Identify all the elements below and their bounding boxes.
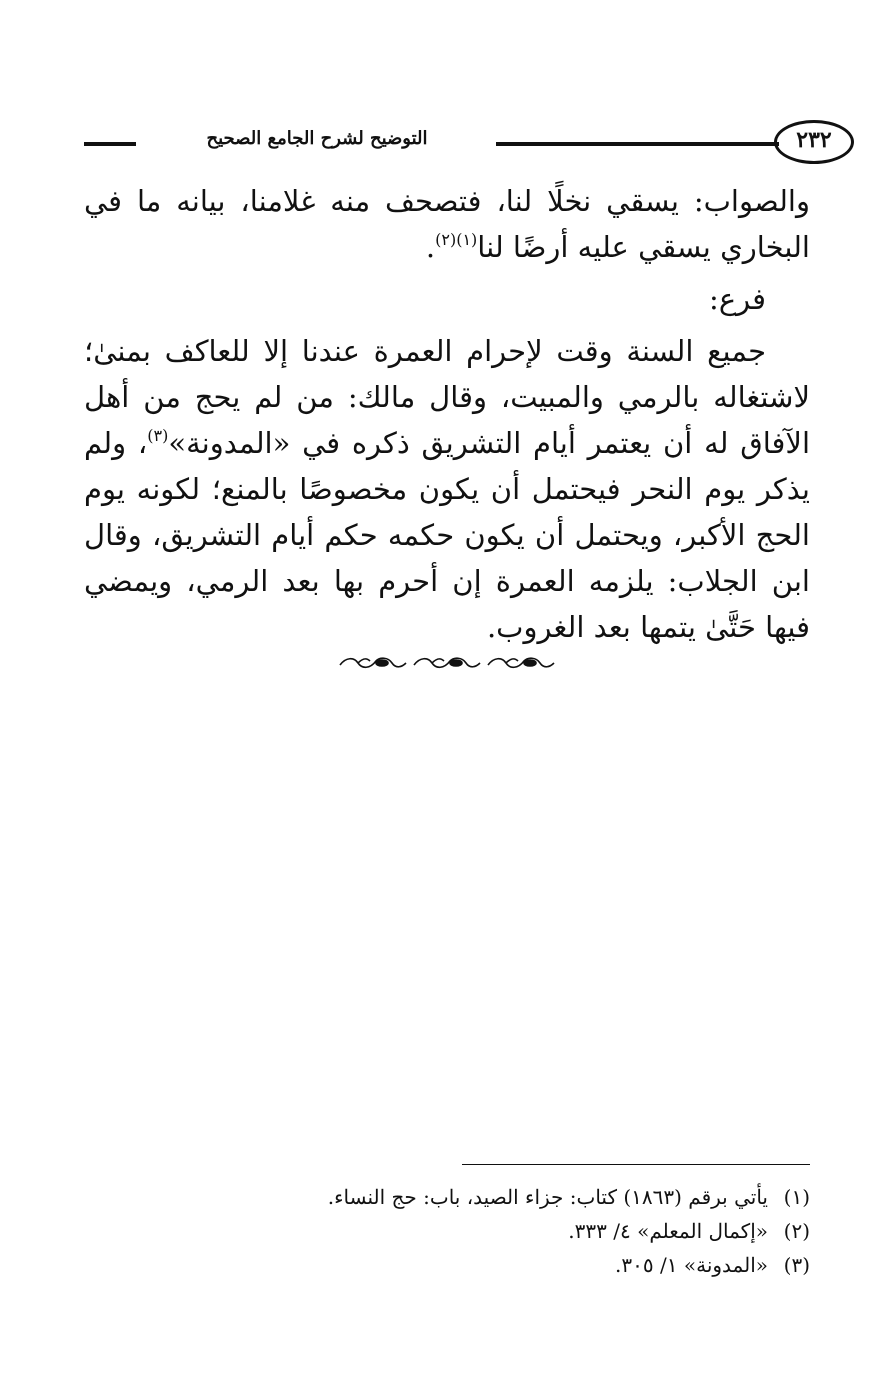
footnote-number: (٣) [783, 1253, 810, 1277]
footnote-item [200, 1248, 810, 1282]
footnote-text: «إكمال المعلم» ٤/ ٣٣٣. [568, 1219, 768, 1243]
footnote-number: (٢) [783, 1219, 810, 1243]
footnote-item [200, 1180, 810, 1214]
running-title: التوضيح لشرح الجامع الصحيح [206, 128, 428, 149]
footnote-ref-1-2: (١)(٢) [435, 230, 478, 249]
ornament-unit [340, 658, 406, 667]
page-number-badge [774, 120, 864, 166]
page-number: ٢٣٢ [796, 127, 832, 153]
footnote-separator [462, 1164, 810, 1165]
main-text-part2: ، ولم يذكر يوم النحر فيحتمل أن يكون مخصوصًا بالمنع؛ لكونه يوم الحج الأكبر، ويحتمل أن يكون حكمه حكم أيام التشريق، وقال ابن الجلاب: يلزمه العمرة إن أحرم بها بعد الرمي، ويمضي فيها حَتَّىٰ يتمها بعد الغروب. [84, 426, 810, 644]
footnote-text: «المدونة» ١/ ٣٠٥. [615, 1253, 768, 1277]
intro-paragraph [84, 178, 810, 270]
footnote-item [200, 1214, 810, 1248]
page-header [84, 120, 832, 170]
header-rule-left [84, 142, 136, 146]
intro-end: . [425, 230, 436, 264]
footnotes [200, 1180, 810, 1282]
intro-text: والصواب: يسقي نخلًا لنا، فتصحف منه غلامنا، بيانه ما في البخاري يسقي عليه أرضًا لنا [84, 184, 810, 264]
ornament-unit [488, 658, 554, 667]
footnote-number: (١) [783, 1185, 810, 1209]
footnote-text: يأتي برقم (١٨٦٣) كتاب: جزاء الصيد، باب: حج النساء. [327, 1185, 768, 1209]
ornament-divider [336, 651, 556, 675]
subheading: فرع: [709, 282, 766, 316]
main-text-part1: جميع السنة وقت لإحرام العمرة عندنا إلا للعاكف بمنىٰ؛ لاشتغاله بالرمي والمبيت، وقال مالك: من لم يحج من أهل الآفاق له أن يعتمر أيام التشريق ذكره في «المدونة» [84, 334, 810, 460]
header-rule-right [496, 142, 779, 146]
main-paragraph [84, 328, 810, 650]
footnote-ref-3: (٣) [147, 426, 169, 445]
ornament-unit [414, 658, 480, 667]
main-text [84, 178, 810, 650]
